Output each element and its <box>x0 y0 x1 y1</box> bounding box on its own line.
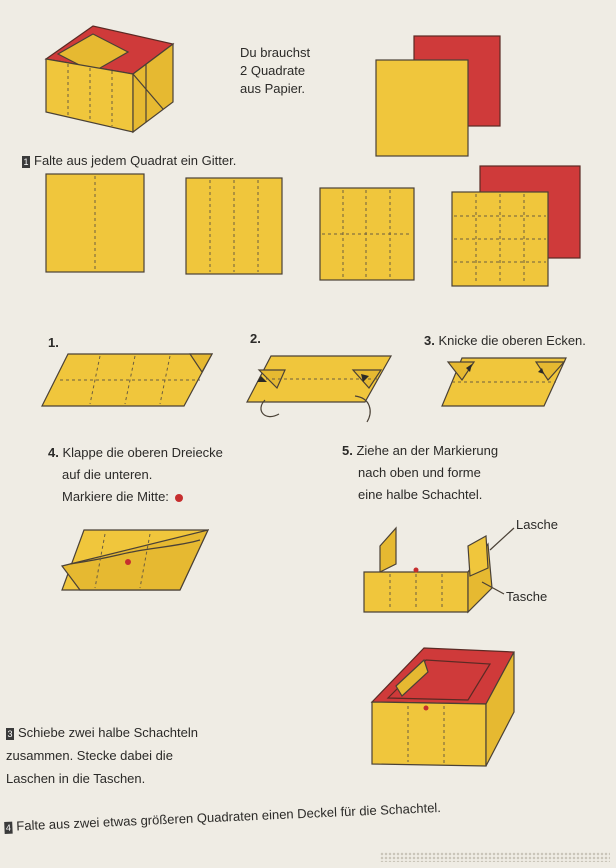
step-4-line: auf die unteren. <box>62 467 153 482</box>
step-3-text: Knicke die oberen Ecken. <box>438 333 586 348</box>
grid-square-1 <box>44 172 148 276</box>
assemble-line: Schiebe zwei halbe Schachteln <box>18 725 198 740</box>
grid-square-4 <box>450 164 585 294</box>
step-marker: 1 <box>23 156 29 167</box>
step-2-number: 2. <box>250 331 261 346</box>
step-4-text <box>48 444 288 506</box>
red-dot-marker <box>175 494 183 502</box>
step-4-number: 4. <box>48 445 59 460</box>
step-5-line: eine halbe Schachtel. <box>358 487 483 502</box>
decorative-dot-strip <box>380 852 610 862</box>
step-2-illustration <box>245 352 405 422</box>
step-4-line: Markiere die Mitte: <box>62 489 169 504</box>
step-marker: 3 <box>7 728 13 739</box>
step-3-label <box>424 332 614 350</box>
assemble-instruction <box>6 724 286 788</box>
step-1-number: 1. <box>48 335 59 350</box>
materials-line: Du brauchst <box>240 45 311 60</box>
materials-line: 2 Quadrate <box>240 63 306 78</box>
grid-instruction <box>22 152 282 170</box>
step-3-number: 3. <box>424 333 435 348</box>
lasche-label: Lasche <box>516 517 558 532</box>
tasche-label: Tasche <box>506 589 548 604</box>
step-5-text <box>342 442 582 504</box>
assemble-line: zusammen. Stecke dabei die <box>6 748 173 763</box>
step-1-illustration <box>40 350 220 410</box>
two-paper-squares <box>372 36 512 166</box>
finished-box-illustration <box>38 14 188 134</box>
materials-line: aus Papier. <box>240 81 306 96</box>
assembled-box-illustration <box>368 642 528 772</box>
step-3-illustration <box>440 354 570 412</box>
step-5-line: nach oben und forme <box>358 465 481 480</box>
grid-square-2 <box>184 176 288 280</box>
step-5-number: 5. <box>342 443 353 458</box>
step-5-line: Ziehe an der Markierung <box>356 443 499 458</box>
grid-square-3 <box>318 186 418 286</box>
assemble-line: Laschen in die Taschen. <box>6 771 146 786</box>
step-4-illustration <box>60 526 210 598</box>
step-marker: 4 <box>5 822 12 833</box>
lid-instruction-text: Falte aus zwei etwas größeren Quadraten einen Deckel für die Schachtel. <box>16 799 442 834</box>
grid-instruction-text: Falte aus jedem Quadrat ein Gitter. <box>34 153 237 168</box>
step-4-line: Klappe die oberen Dreiecke <box>62 445 223 460</box>
materials-text <box>240 44 360 98</box>
lid-instruction <box>4 794 544 836</box>
